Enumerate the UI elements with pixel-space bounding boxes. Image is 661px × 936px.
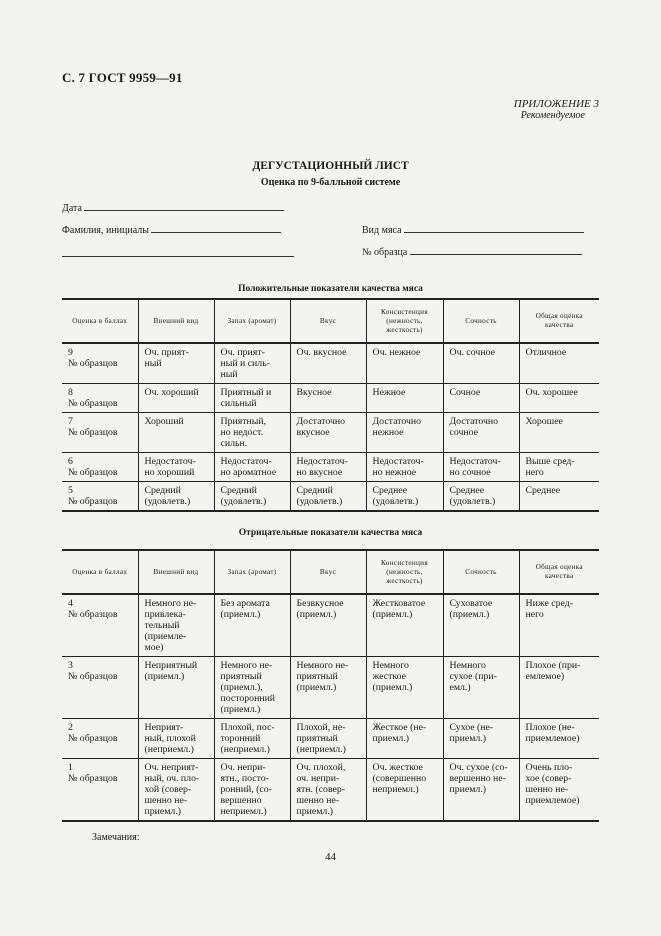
cell-text: Достаточно (449, 416, 499, 427)
cell-text: Среднее (525, 485, 561, 496)
positive-table-cell (62, 384, 138, 413)
positive-table-cell (214, 413, 290, 453)
cell-text: но вкусное (296, 467, 343, 478)
cell-text: посторонний (220, 693, 276, 704)
cell-text: шенно не- (525, 784, 569, 795)
cell-text: но нежное (372, 467, 417, 478)
positive-table-cell (290, 453, 366, 482)
negative-table-cell (290, 719, 366, 759)
positive-table-cell (138, 453, 214, 482)
meat-type-line (404, 224, 584, 233)
positive-table-cell (366, 453, 443, 482)
cell-text: Средний (296, 485, 333, 496)
col-score: Оценка в баллах (62, 299, 138, 343)
cell-text: шенно не- (296, 795, 340, 806)
cell-text: но сочное (449, 467, 491, 478)
cell-text: Сочное (449, 387, 481, 398)
positive-table-cell (214, 343, 290, 384)
name-line-2 (62, 248, 294, 260)
cell-text: ный (144, 358, 162, 369)
cell-text: Оч. вкусное (296, 347, 347, 358)
cell-text: хой (совер- (144, 784, 192, 795)
cell-text: тельный (144, 620, 180, 631)
cell-text: него (525, 467, 544, 478)
cell-text: емлемое) (525, 671, 565, 682)
negative-table-cell (138, 657, 214, 719)
cell-text: вершенно не- (449, 773, 506, 784)
positive-table (62, 298, 599, 512)
cell-text: Средний (144, 485, 181, 496)
positive-table-cell (519, 343, 599, 384)
cell-text: приятный (220, 671, 262, 682)
cell-text: ный и силь- (220, 358, 270, 369)
cell-text: него (525, 609, 544, 620)
cell-text: Жестковатое (372, 598, 426, 609)
cell-text: Сухое (не- (449, 722, 494, 733)
cell-text: Недостаточ- (220, 456, 272, 467)
name-label: Фамилия, инициалы (62, 225, 149, 236)
negative-section-title: Отрицательные показатели качества мяса (238, 528, 423, 538)
positive-table-cell (519, 453, 599, 482)
cell-text: Без аромата (220, 598, 270, 609)
negative-table-row (62, 719, 599, 759)
cell-text: мое) (144, 642, 164, 653)
negative-table-cell (214, 594, 290, 657)
cell-text: ный, плохой (144, 733, 196, 744)
sample-line (410, 246, 582, 255)
col-appearance: Внешний вид (138, 550, 214, 594)
cell-text: Немного (372, 660, 409, 671)
cell-text: Недостаточ- (144, 456, 196, 467)
negative-table-cell (214, 759, 290, 822)
cell-text: Очень пло- (525, 762, 573, 773)
cell-text: Средний (220, 485, 257, 496)
negative-table-row (62, 759, 599, 822)
page-title: ДЕГУСТАЦИОННЫЙ ЛИСТ (252, 160, 409, 172)
appendix-note: Рекомендуемое (520, 110, 585, 121)
cell-text: Оч. нежное (372, 347, 421, 358)
cell-text: 7 (68, 416, 73, 427)
cell-text: Неприят- (144, 722, 184, 733)
cell-text: ятн., посто- (220, 773, 269, 784)
negative-table-cell (62, 594, 138, 657)
negative-table-cell (290, 594, 366, 657)
cell-text: Недостаточ- (449, 456, 501, 467)
positive-table-cell (443, 343, 519, 384)
name-line (151, 224, 281, 233)
cell-text: Безвкусное (296, 598, 344, 609)
positive-table-cell (138, 413, 214, 453)
negative-table-cell (62, 657, 138, 719)
cell-text: приятный (296, 733, 338, 744)
negative-table-cell (443, 657, 519, 719)
cell-text: Суховатое (449, 598, 493, 609)
positive-table-cell (519, 413, 599, 453)
positive-table-cell (62, 343, 138, 384)
cell-text: сильный (220, 398, 257, 409)
cell-text: Отличное (525, 347, 567, 358)
cell-text: 5 (68, 485, 73, 496)
cell-text: хое (совер- (525, 773, 572, 784)
negative-table-cell (214, 719, 290, 759)
cell-text: (приемл.) (296, 682, 337, 693)
cell-text: Среднее (372, 485, 408, 496)
negative-header-row (62, 550, 599, 594)
cell-text: вершенно (220, 795, 262, 806)
positive-table-cell (366, 343, 443, 384)
meat-type-label: Вид мяса (362, 225, 402, 236)
col-consistency: Консистенция (нежность, жесткость) (366, 299, 443, 343)
negative-table-cell (62, 759, 138, 822)
cell-text: (удовлетв.) (144, 496, 191, 507)
cell-text: (удовлетв.) (220, 496, 267, 507)
positive-table-cell (138, 343, 214, 384)
cell-text: Оч. прият- (144, 347, 189, 358)
positive-table-row (62, 413, 599, 453)
cell-text: Недостаточ- (372, 456, 424, 467)
cell-text: приемл.) (449, 733, 487, 744)
cell-text: (удовлетв.) (372, 496, 419, 507)
negative-table-cell (519, 759, 599, 822)
negative-table-cell (519, 594, 599, 657)
cell-text: 2 (68, 722, 73, 733)
cell-text: но хороший (144, 467, 195, 478)
cell-text: № образцов (68, 427, 118, 438)
positive-table-cell (366, 384, 443, 413)
cell-text: № образцов (68, 398, 118, 409)
cell-text: Вкусное (296, 387, 332, 398)
cell-text: (приемл.) (220, 704, 261, 715)
cell-text: № образцов (68, 773, 118, 784)
cell-text: (приемл.) (220, 609, 261, 620)
col-appearance: Внешний вид (138, 299, 214, 343)
col-taste: Вкус (290, 550, 366, 594)
negative-table-cell (366, 594, 443, 657)
cell-text: 4 (68, 598, 73, 609)
cell-text: (совершенно (372, 773, 427, 784)
cell-text: ятн. (совер- (296, 784, 346, 795)
cell-text: Приятный, (220, 416, 267, 427)
cell-text: Плохой, не- (296, 722, 346, 733)
cell-text: Ниже сред- (525, 598, 573, 609)
positive-table-cell (62, 413, 138, 453)
negative-table (62, 549, 599, 822)
cell-text: приятный (296, 671, 338, 682)
positive-table-cell (290, 413, 366, 453)
negative-table-cell (214, 657, 290, 719)
cell-text: (неприемл.) (296, 744, 346, 755)
cell-text: Среднее (449, 485, 485, 496)
positive-table-cell (519, 482, 599, 512)
positive-table-cell (62, 482, 138, 512)
cell-text: Оч. хорошее (525, 387, 578, 398)
positive-table-cell (519, 384, 599, 413)
date-field (62, 202, 284, 214)
cell-text: Достаточно (372, 416, 422, 427)
cell-text: Достаточно (296, 416, 346, 427)
negative-table-cell (366, 759, 443, 822)
cell-text: № образцов (68, 467, 118, 478)
col-consistency: Консистенция (нежность, жесткость) (366, 550, 443, 594)
positive-table-cell (138, 482, 214, 512)
positive-table-row (62, 343, 599, 384)
cell-text: Нежное (372, 387, 406, 398)
cell-text: жесткое (372, 671, 406, 682)
positive-table-cell (290, 482, 366, 512)
positive-table-cell (443, 482, 519, 512)
positive-table-cell (443, 453, 519, 482)
negative-table-cell (519, 657, 599, 719)
negative-table-cell (290, 657, 366, 719)
positive-table-cell (290, 384, 366, 413)
cell-text: Хорошее (525, 416, 563, 427)
negative-table-cell (366, 719, 443, 759)
cell-text: приемл.) (144, 806, 182, 817)
positive-table-cell (138, 384, 214, 413)
negative-table-cell (138, 759, 214, 822)
cell-text: Плохое (не- (525, 722, 575, 733)
cell-text: торонний (220, 733, 261, 744)
positive-table-cell (443, 413, 519, 453)
cell-text: Приятный и (220, 387, 272, 398)
cell-text: Немного (449, 660, 486, 671)
page-subtitle: Оценка по 9-балльной системе (260, 177, 401, 188)
cell-text: но недост. (220, 427, 264, 438)
negative-table-cell (62, 719, 138, 759)
cell-text: сильн. (220, 438, 248, 449)
meat-type-field (362, 224, 584, 236)
positive-table-row (62, 482, 599, 512)
cell-text: приемл.) (449, 784, 487, 795)
cell-text: Оч. неприят- (144, 762, 199, 773)
negative-table-cell (443, 719, 519, 759)
cell-text: (приемл.) (372, 682, 413, 693)
page-number: 44 (325, 851, 336, 863)
cell-text: (приемл.) (449, 609, 490, 620)
cell-text: Недостаточ- (296, 456, 348, 467)
negative-table-cell (366, 657, 443, 719)
cell-text: (приемл.), (220, 682, 263, 693)
col-overall: Общая оценка качества (519, 299, 599, 343)
positive-table-row (62, 453, 599, 482)
cell-text: вкусное (296, 427, 330, 438)
cell-text: оч. непри- (296, 773, 340, 784)
positive-section-title: Положительные показатели качества мяса (238, 284, 423, 294)
cell-text: Оч. жесткое (372, 762, 423, 773)
positive-table-cell (290, 343, 366, 384)
cell-text: Хороший (144, 416, 184, 427)
cell-text: ный (220, 369, 238, 380)
cell-text: приемл.) (296, 806, 334, 817)
sample-label: № образца (362, 247, 408, 258)
cell-text: привлека- (144, 609, 186, 620)
standard-reference: С. 7 ГОСТ 9959—91 (62, 70, 183, 85)
cell-text: Плохое (при- (525, 660, 581, 671)
positive-table-cell (443, 384, 519, 413)
cell-text: № образцов (68, 496, 118, 507)
negative-table-cell (138, 594, 214, 657)
positive-table-cell (214, 453, 290, 482)
cell-text: сочное (449, 427, 479, 438)
cell-text: приемлемое) (525, 795, 580, 806)
cell-text: емл.) (449, 682, 471, 693)
positive-table-row (62, 384, 599, 413)
cell-text: (неприемл.) (144, 744, 194, 755)
cell-text: Оч. плохой, (296, 762, 346, 773)
cell-text: № образцов (68, 733, 118, 744)
cell-text: № образцов (68, 609, 118, 620)
appendix-title: ПРИЛОЖЕНИЕ 3 (513, 98, 599, 110)
positive-header-row (62, 299, 599, 343)
col-juiciness: Сочность (443, 299, 519, 343)
positive-table-cell (214, 384, 290, 413)
cell-text: 6 (68, 456, 73, 467)
cell-text: (приемл.) (372, 609, 413, 620)
cell-text: Оч. прият- (220, 347, 265, 358)
name-field (62, 224, 281, 236)
cell-text: нежное (372, 427, 404, 438)
cell-text: приемл.) (372, 733, 410, 744)
cell-text: ный, оч. пло- (144, 773, 200, 784)
cell-text: (удовлетв.) (449, 496, 496, 507)
negative-table-cell (290, 759, 366, 822)
col-juiciness: Сочность (443, 550, 519, 594)
col-aroma: Запах (аромат) (214, 550, 290, 594)
cell-text: Выше сред- (525, 456, 575, 467)
cell-text: Оч. сухое (со- (449, 762, 508, 773)
cell-text: Немного не- (220, 660, 273, 671)
negative-table-row (62, 594, 599, 657)
cell-text: 1 (68, 762, 73, 773)
date-line (84, 202, 284, 211)
positive-table-cell (214, 482, 290, 512)
cell-text: (приемл.) (296, 609, 337, 620)
cell-text: 9 (68, 347, 73, 358)
cell-text: Плохой, пос- (220, 722, 275, 733)
cell-text: сухое (при- (449, 671, 497, 682)
sample-field (362, 246, 582, 258)
cell-text: (удовлетв.) (296, 496, 343, 507)
cell-text: Оч. хороший (144, 387, 199, 398)
col-overall: Общая оценка качества (519, 550, 599, 594)
cell-text: (приемл.) (144, 671, 185, 682)
negative-table-cell (443, 594, 519, 657)
appendix-label (514, 98, 599, 122)
col-taste: Вкус (290, 299, 366, 343)
cell-text: неприемл.) (220, 806, 267, 817)
cell-text: (неприемл.) (220, 744, 270, 755)
cell-text: шенно не- (144, 795, 188, 806)
positive-table-cell (62, 453, 138, 482)
cell-text: (приемле- (144, 631, 187, 642)
cell-text: Оч. сочное (449, 347, 495, 358)
cell-text: Немного не- (296, 660, 349, 671)
col-score: Оценка в баллах (62, 550, 138, 594)
cell-text: но ароматное (220, 467, 277, 478)
cell-text: № образцов (68, 358, 118, 369)
cell-text: Оч. непри- (220, 762, 266, 773)
cell-text: Немного не- (144, 598, 197, 609)
cell-text: Неприятный (144, 660, 198, 671)
date-label: Дата (62, 203, 82, 214)
negative-table-cell (443, 759, 519, 822)
cell-text: ронний, (со- (220, 784, 272, 795)
col-aroma: Запах (аромат) (214, 299, 290, 343)
cell-text: 3 (68, 660, 73, 671)
negative-table-cell (519, 719, 599, 759)
cell-text: неприемл.) (372, 784, 419, 795)
positive-table-cell (366, 413, 443, 453)
cell-text: № образцов (68, 671, 118, 682)
cell-text: 8 (68, 387, 73, 398)
remarks-label: Замечания: (92, 832, 140, 843)
cell-text: Жесткое (не- (372, 722, 427, 733)
cell-text: приемлемое) (525, 733, 580, 744)
negative-table-row (62, 657, 599, 719)
negative-table-cell (138, 719, 214, 759)
positive-table-cell (366, 482, 443, 512)
